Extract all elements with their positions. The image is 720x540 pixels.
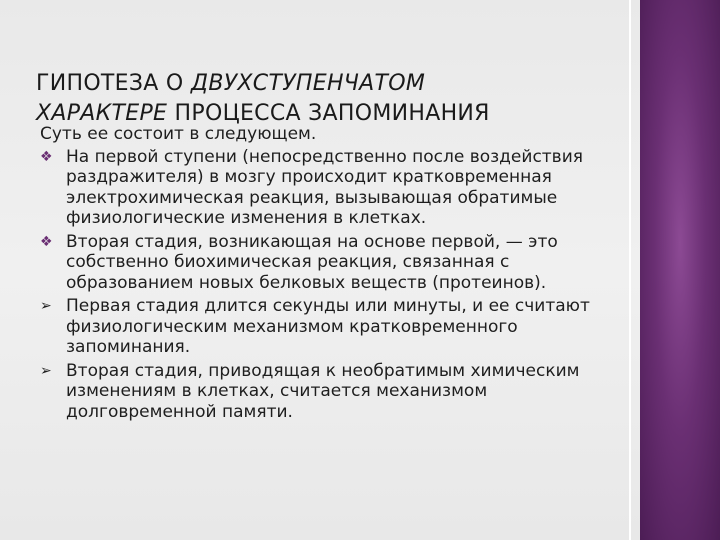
side-decorative-panel	[640, 0, 720, 540]
bullet-item-4	[36, 361, 596, 423]
bullet-text-3: Первая стадия длится секунды или минуты, и ее считают физиологическим механизмом кратковременного запоминания.	[66, 296, 590, 357]
bullet-text-2: Вторая стадия, возникающая на основе первой, — это собственно биохимическая реакция, связанная с образованием новых белковых веществ (протеинов).	[66, 231, 558, 293]
title-part-4: ПРОЦЕССА ЗАПОМИНАНИЯ	[167, 100, 490, 126]
bullet-text-4: Вторая стадия, приводящая к необратимым химическим изменениям в клетках, считается механизмом долговременной памяти.	[66, 360, 580, 422]
title-part-3: ХАРАКТЕРЕ	[36, 100, 168, 126]
intro-text: Суть ее состоит в следующем.	[40, 124, 317, 144]
bullet-item-2	[36, 232, 596, 294]
arrowhead-bullet-icon: ➢	[40, 298, 52, 314]
arrowhead-bullet-icon: ➢	[40, 362, 52, 379]
diamond-bullet-icon: ❖	[40, 233, 53, 250]
bullet-item-1	[36, 147, 596, 229]
title-part-2: ДВУХСТУПЕНЧАТОМ	[190, 70, 426, 96]
slide-title	[36, 69, 626, 129]
title-part-1: ГИПОТЕЗА О	[36, 70, 191, 96]
side-divider-line	[629, 0, 631, 540]
diamond-bullet-icon: ❖	[40, 148, 53, 165]
bullet-text-1: На первой ступени (непосредственно после воздействия раздражителя) в мозгу происходит кратковременная электрохимическая реакция, вызывающая обратимые физиологические изменения в клетках.	[66, 146, 583, 228]
bullet-item-3	[36, 296, 596, 358]
bullet-list	[36, 147, 596, 423]
slide-content	[36, 124, 596, 425]
